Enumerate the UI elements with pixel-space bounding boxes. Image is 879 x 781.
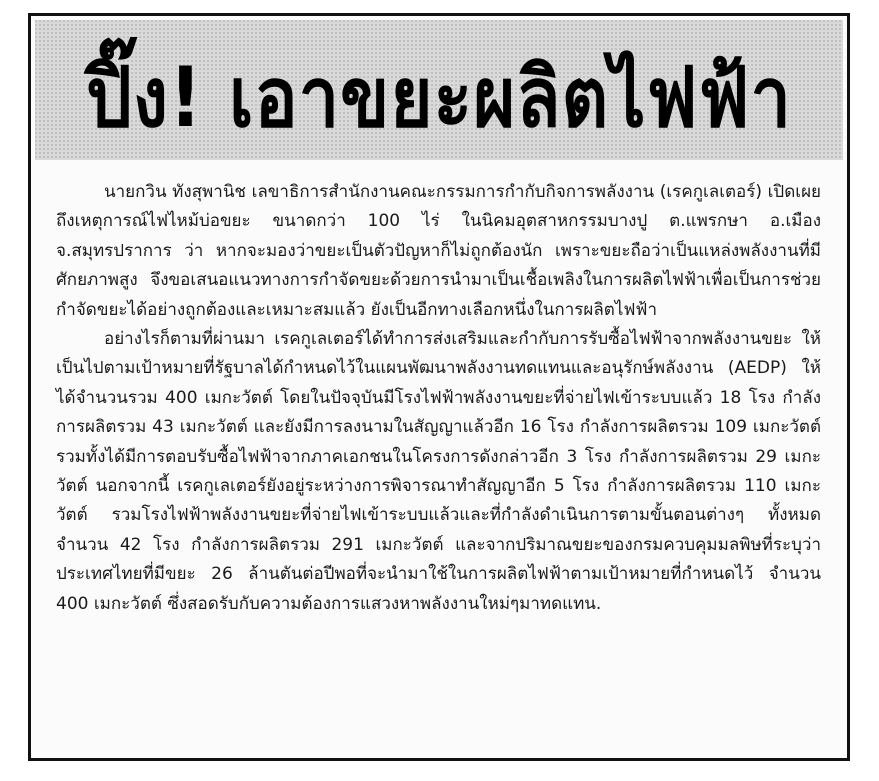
headline-band: [35, 20, 843, 160]
headline: ปิ๊ง! เอาขยะผลิตไฟฟ้า: [86, 48, 792, 146]
article-body: [56, 178, 821, 619]
news-clipping: [28, 13, 850, 761]
article-paragraph-2: อย่างไรก็ตามที่ผ่านมา เรคกูเลเตอร์ได้ทำการส่งเสริมและกำกับการรับซื้อไฟฟ้าจากพลังงานขยะ ให้เป็นไปตามเป้าหมายที่รัฐบาลได้กำหนดไว้ในแผนพัฒนาพลังงานทดแทนและอนุรักษ์พลังงาน (AEDP) ให้ได้จำนวนรวม 400 เมกะวัตต์ โดยในปัจจุบันมีโรงไฟฟ้าพลังงานขยะที่จ่ายไฟเข้าระบบแล้ว 18 โรง กำลังการผลิตรวม 43 เมกะวัตต์ และยังมีการลงนามในสัญญาแล้วอีก 16 โรง กำลังการผลิตรวม 109 เมกะวัตต์ รวมทั้งได้มีการตอบรับซื้อไฟฟ้าจากภาคเอกชนในโครงการดังกล่าวอีก 3 โรง กำลังการผลิตรวม 29 เมกะวัตต์ นอกจากนี้ เรคกูเลเตอร์ยังอยู่ระหว่างการพิจารณาทำสัญญาอีก 5 โรง กำลังการผลิตรวม 110 เมกะวัตต์ รวมโรงไฟฟ้าพลังงานขยะที่จ่ายไฟเข้าระบบแล้วและที่กำลังดำเนินการตามขั้นตอนต่างๆ ทั้งหมดจำนวน 42 โรง กำลังการผลิตรวม 291 เมกะวัตต์ และจากปริมาณขยะของกรมควบคุมมลพิษที่ระบุว่า ประเทศไทยที่มีขยะ 26 ล้านตันต่อปีพอที่จะนำมาใช้ในการผลิตไฟฟ้าตามเป้าหมายที่กำหนดไว้ จำนวน 400 เมกะวัตต์ ซึ่งสอดรับกับความต้องการแสวงหาพลังงานใหม่ๆมาทดแทน.: [56, 329, 821, 614]
article-paragraph-1: นายกวิน ทังสุพานิช เลขาธิการสำนักงานคณะกรรมการกำกับกิจการพลังงาน (เรคกูเลเตอร์) เปิดเผยถึงเหตุการณ์ไฟไหม้บ่อขยะ ขนาดกว่า 100 ไร่ ในนิคมอุตสาหกรรมบางปู ต.แพรกษา อ.เมือง จ.สมุทรปราการ ว่า หากจะมองว่าขยะเป็นตัวปัญหาก็ไม่ถูกต้องนัก เพราะขยะถือว่าเป็นแหล่งพลังงานที่มีศักยภาพสูง จึงขอเสนอแนวทางการกำจัดขยะด้วยการนำมาเป็นเชื้อเพลิงในการผลิตไฟฟ้าเพื่อเป็นการช่วยกำจัดขยะได้อย่างถูกต้องและเหมาะสมแล้ว ยังเป็นอีกทางเลือกหนึ่งในการผลิตไฟฟ้า: [56, 182, 821, 320]
